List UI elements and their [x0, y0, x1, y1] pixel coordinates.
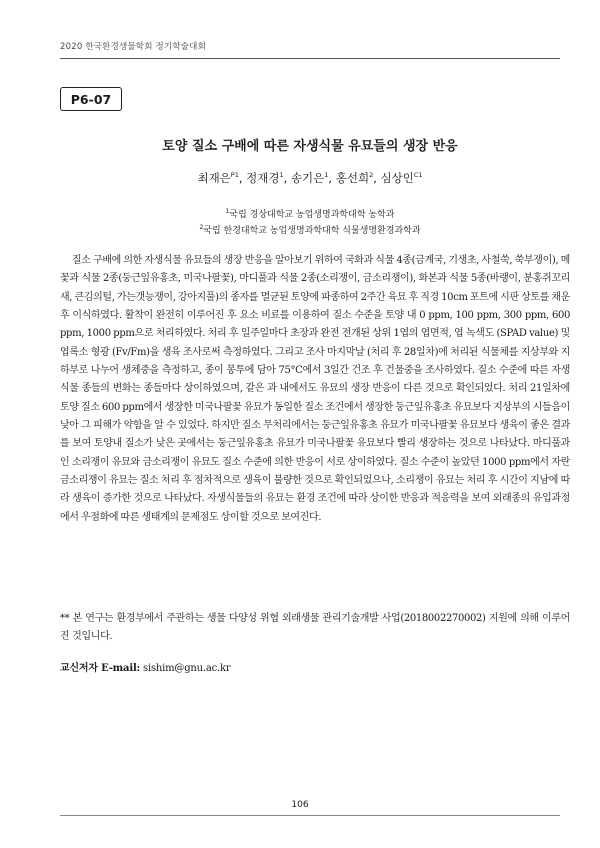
author-separator: ,	[238, 171, 247, 185]
author-affiliation-mark: 2	[369, 171, 374, 179]
author-name: 정재경	[246, 171, 280, 185]
correspondence	[60, 659, 230, 674]
affiliation-1	[60, 207, 560, 220]
author-affiliation-mark: C1	[413, 171, 423, 179]
author-separator: ,	[373, 171, 381, 185]
header-divider	[60, 58, 560, 59]
affiliation-1-sup: 1	[225, 208, 230, 215]
author-affiliation-mark: P1	[230, 171, 239, 179]
acknowledgment: ** 본 연구는 환경부에서 주관하는 생물 다양성 위협 외래생물 관리기술개발 사업(2018002270002) 지원에 의해 이루어진 것입니다.	[60, 613, 570, 642]
author-list	[60, 170, 560, 186]
author-name: 심상인	[380, 171, 414, 185]
author-name: 송기은	[290, 171, 325, 185]
author-separator: ,	[328, 171, 336, 185]
author-separator: ,	[283, 171, 291, 185]
author-name: 최재은	[197, 171, 231, 185]
author-name: 홍선희	[335, 171, 370, 185]
poster-label: P6-07	[60, 87, 122, 111]
affiliation-2	[60, 223, 560, 236]
correspondence-email: sishim@gnu.ac.kr	[143, 663, 231, 674]
correspondence-label: 교신저자 E-mail:	[60, 663, 141, 674]
affiliation-2-text: 국립 한경대학교 농업생명과학대학 식물생명환경과학과	[203, 226, 421, 236]
paper-title: 토양 질소 구배에 따른 자생식물 유묘들의 생장 반응	[162, 139, 458, 154]
affiliation-2-sup: 2	[199, 224, 204, 231]
conference-header: 2020 한국환경생물학회 정기학술대회	[60, 42, 206, 52]
author-affiliation-mark: 1	[324, 171, 329, 179]
affiliation-1-text: 국립 경상대학교 농업생명과학대학 농학과	[229, 210, 395, 220]
author-affiliation-mark: 1	[279, 171, 284, 179]
page-number: 106	[291, 800, 309, 810]
footer-divider	[60, 815, 560, 816]
abstract-body: 질소 구배에 의한 자생식물 유묘들의 생장 반응을 알아보기 위하여 국화과 식물 4종(금계국, 기생초, 사철쑥, 쑥부쟁이), 메꽃과 식물 2종(둥근잎유홍초, 미국나팔꽃), 마디풀과 식물 2종(소리쟁이, 금소리쟁이), 화본과 식물 5종(바랭이, 분홍쥐꼬리새, 큰김의털, 가는갯능쟁이, 강아지풀)의 종자를 멸균된 토양에 파종하여 2주간 육묘 후 직경 10cm 포트에 시판 상토를 채운 후 이식하였다. 활착이 완전히 이루어진 후 요소 비료를 이용하여 질소 수준을 토양 내 0 ppm, 100 ppm, 300 ppm, 600 ppm, 1000 ppm으로 처리하였다. 처리 후 일주일마다 초장과 완전 전개된 상위 1엽의 엽면적, 엽 녹색도 (SPAD value) 및 엽록소 형광 (Fv/Fm)을 생육 조사로써 측정하였다. 그리고 조사 마지막날 (처리 후 28일차)에 처리된 식물체를 지상부와 지하부로 나누어 생체중을 측정하고, 종이 봉투에 담아 75°C에서 3일간 건조 후 건물중을 조사하였다. 질소 수준에 따른 자생식물 종들의 변화는 종들마다 상이하였으며, 같은 과 내에서도 유묘의 생장 반응이 다른 것으로 확인되었다. 처리 21일차에 토양 질소 600 ppm에서 생장한 미국나팔꽃 유묘가 동일한 질소 조건에서 생장한 둥근잎유홍초 유묘보다 지상부의 시들음이 낮아 그 피해가 약함을 알 수 있었다. 하지만 질소 무처리에서는 둥근잎유홍초 유묘가 미국나팔꽃 유묘보다 생육이 좋은 결과를 보여 토양내 질소가 낮은 곳에서는 둥근잎유홍초 유묘가 미국나팔꽃 유묘보다 빨리 생장하는 것으로 나타났다. 마디풀과인 소리쟁이 유묘와 금소리쟁이 유묘도 질소 수준에 의한 반응이 서로 상이하였다. 질소 수준이 높았던 1000 ppm에서 자란 금소리쟁이 유묘는 질소 처리 후 점차적으로 생육이 불량한 것으로 확인되었으나, 소리쟁이 유묘는 처리 후 시간이 지남에 따라 생육이 증가한 것으로 나타났다. 자생식물들의 유묘는 환경 조건에 따라 상이한 반응과 적응력을 보여 외래종의 유입과정에서 우점화에 따른 생태계의 문제점도 상이할 것으로 보여진다.	[60, 255, 570, 523]
